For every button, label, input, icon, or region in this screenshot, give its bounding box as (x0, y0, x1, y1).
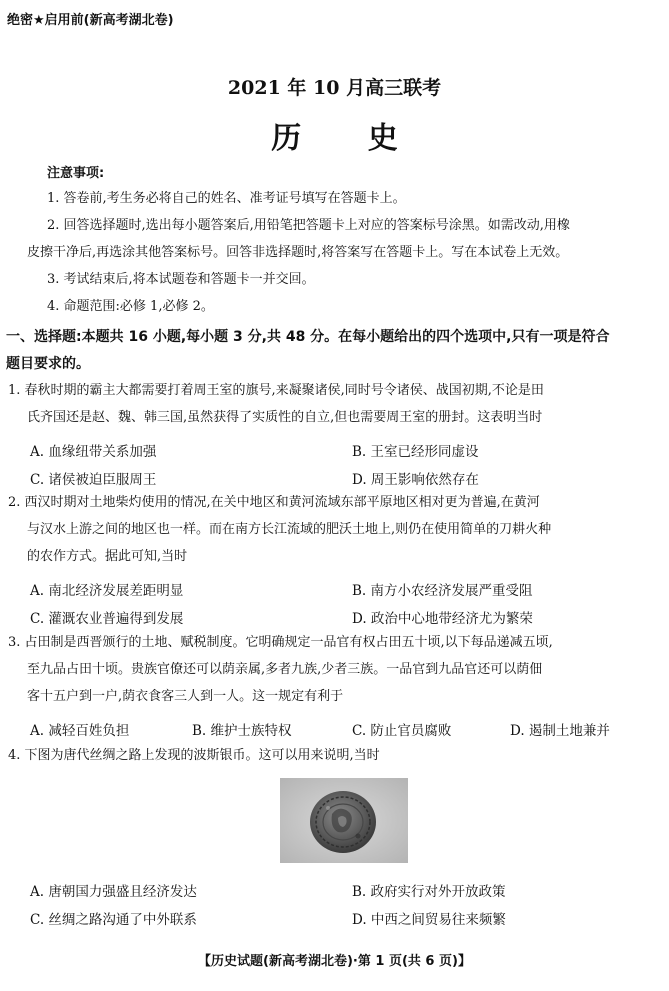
question-1-option-b[interactable]: B. 王室已经形同虚设 (352, 444, 479, 460)
question-1-option-c[interactable]: C. 诸侯被迫臣服周王 (30, 472, 157, 488)
page-footer: 【历史试题(新高考湖北卷)·第 1 页(共 6 页)】 (198, 954, 471, 969)
notice-line: 皮擦干净后,再选涂其他答案标号。回答非选择题时,将答案写在答题卡上。写在本试卷上无效。 (27, 245, 569, 260)
question-4-option-a[interactable]: A. 唐朝国力强盛且经济发达 (30, 884, 197, 900)
subject-title: 历 史 (271, 121, 426, 156)
notice-line: 3. 考试结束后,将本试题卷和答题卡一并交回。 (47, 272, 315, 287)
persian-silver-coin-photo (280, 778, 408, 863)
question-3-stem: 3. 占田制是西晋颁行的土地、赋税制度。它明确规定一品官有权占田五十顷,以下每品递减五顷, (8, 635, 553, 650)
question-2-stem: 2. 西汉时期对土地柴灼使用的情况,在关中地区和黄河流域东部平原地区相对更为普遍,在黄河 (8, 495, 540, 510)
question-3-option-c[interactable]: C. 防止官员腐败 (352, 723, 452, 739)
question-4-option-c[interactable]: C. 丝绸之路沟通了中外联系 (30, 912, 197, 928)
question-4-stem: 4. 下图为唐代丝绸之路上发现的波斯银币。这可以用来说明,当时 (8, 748, 380, 763)
question-2-option-b[interactable]: B. 南方小农经济发展严重受阻 (352, 583, 533, 599)
question-4-option-d[interactable]: D. 中西之间贸易往来频繁 (352, 912, 506, 928)
exam-title: 2021 年 10 月高三联考 (227, 77, 442, 99)
confidential-label: 绝密★启用前(新高考湖北卷) (7, 13, 174, 28)
notice-line: 1. 答卷前,考生务必将自己的姓名、准考证号填写在答题卡上。 (47, 191, 406, 206)
question-2-option-c[interactable]: C. 灌溉农业普遍得到发展 (30, 611, 184, 627)
section-instructions: 一、选择题:本题共 16 小题,每小题 3 分,共 48 分。在每小题给出的四个选项中,只有一项是符合 (6, 329, 610, 345)
question-2-option-a[interactable]: A. 南北经济发展差距明显 (30, 583, 184, 599)
notice-line: 2. 回答选择题时,选出每小题答案后,用铅笔把答题卡上对应的答案标号涂黑。如需改动,用橡 (47, 218, 570, 233)
question-3-stem: 至九品占田十顷。贵族官僚还可以荫亲属,多者九族,少者三族。一品官到九品官还可以荫佃 (27, 662, 543, 677)
question-3-option-a[interactable]: A. 减轻百姓负担 (30, 723, 130, 739)
question-1-stem: 1. 春秋时期的霸主大都需要打着周王室的旗号,来凝聚诸侯,同时号令诸侯、战国初期,不论是田 (8, 383, 544, 398)
question-1-option-a[interactable]: A. 血缘纽带关系加强 (30, 444, 157, 460)
question-2-stem: 的农作方式。据此可知,当时 (27, 549, 188, 564)
question-4-option-b[interactable]: B. 政府实行对外开放政策 (352, 884, 506, 900)
question-3-stem: 客十五户到一户,荫衣食客三人到一人。这一规定有利于 (27, 689, 344, 704)
question-3-option-b[interactable]: B. 维护士族特权 (192, 723, 292, 739)
question-1-option-d[interactable]: D. 周王影响依然存在 (352, 472, 479, 488)
notice-line: 4. 命题范围:必修 1,必修 2。 (47, 299, 214, 314)
question-2-stem: 与汉水上游之间的地区也一样。而在南方长江流域的肥沃土地上,则仍在使用简单的刀耕火种 (27, 522, 552, 537)
section-instructions: 题目要求的。 (6, 356, 90, 372)
question-3-option-d[interactable]: D. 遏制土地兼并 (510, 723, 610, 739)
question-2-option-d[interactable]: D. 政治中心地带经济尤为繁荣 (352, 611, 533, 627)
notice-heading: 注意事项: (47, 166, 105, 181)
question-1-stem: 氏齐国还是赵、魏、韩三国,虽然获得了实质性的自立,但也需要周王室的册封。这表明当时 (27, 410, 543, 425)
